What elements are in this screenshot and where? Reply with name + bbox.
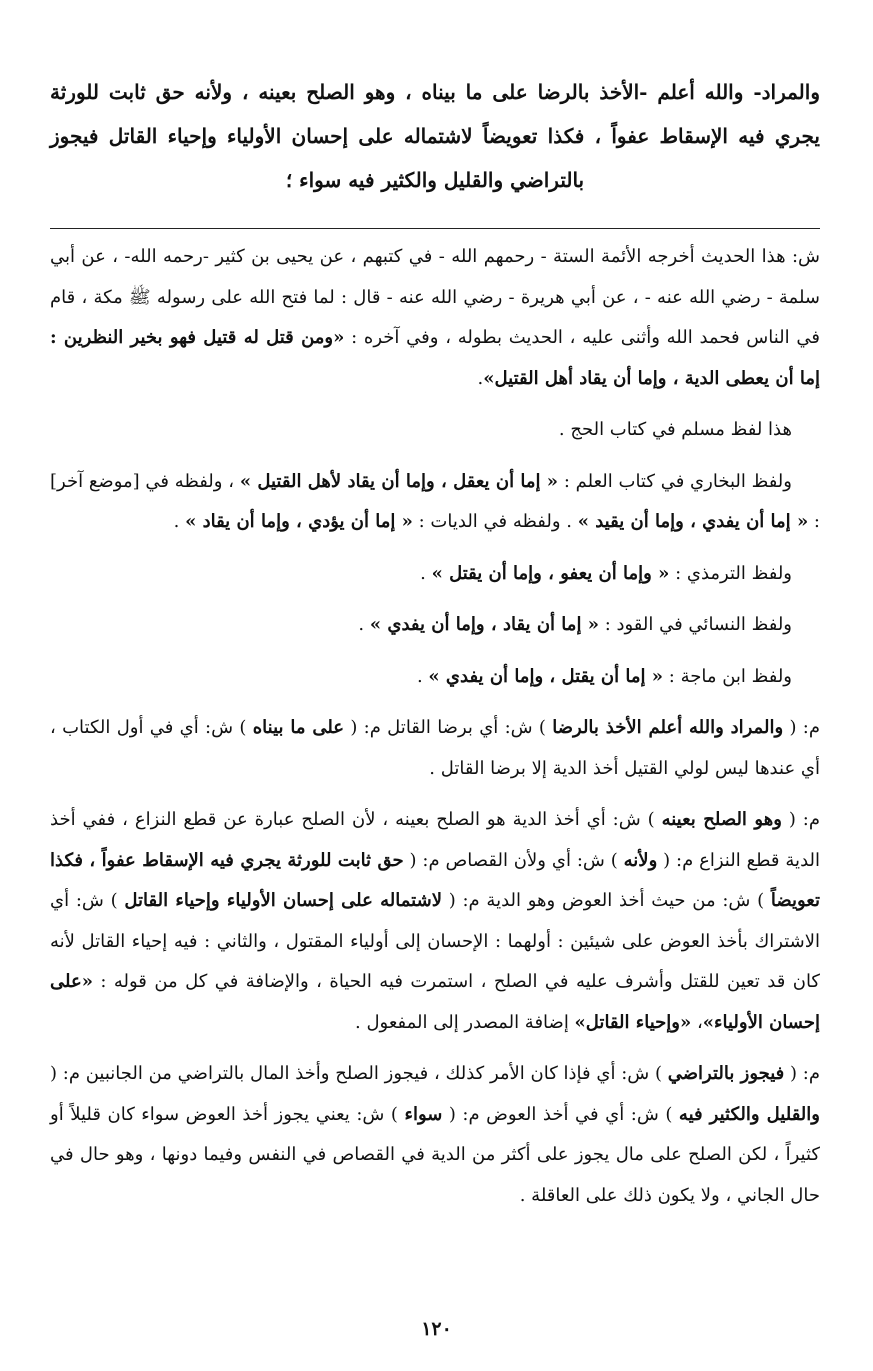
commentary-paragraph-5: ولفظ النسائي في القود : « إما أن يقاد ، وإما أن يفدي » . [358, 614, 792, 635]
commentary-paragraph-1: ش: هذا الحديث أخرجه الأئمة الستة - رحمهم الله - في كتبهم ، عن يحيى بن كثير -رحمه الله- ، عن أبي سلمة - رضي الله عنه - ، عن أبي هريرة - رضي الله عنه - قال : لما فتح الله على رسوله ﷺ مكة ، قام في الناس فحمد الله وأثنى عليه ، الحديث بطوله ، وفي آخره : «ومن قتل له قتيل فهو بخير النظرين : إما أن يعطى الدية ، وإما أن يقاد أهل القتيل». [50, 246, 821, 389]
separator-line [50, 228, 820, 229]
commentary-paragraph-6: ولفظ ابن ماجة : « إما أن يقتل ، وإما أن يفدي » . [416, 665, 792, 687]
commentary [50, 237, 820, 1216]
page-number: ١٢٠ [421, 1318, 452, 1340]
commentary-paragraph-7: م: ( والمراد والله أعلم الأخذ بالرضا ) ش: أي برضا القاتل م: ( على ما بيناه ) ش: أي في أول الكتاب ، أي عندها ليس لولي القتيل أخذ الدية إلا برضا القاتل . [50, 717, 820, 779]
commentary-paragraph-9: م: ( فيجوز بالتراضي ) ش: أي فإذا كان الأمر كذلك ، فيجوز الصلح وأخذ المال بالتراضي من الجانبين م: ( والقليل والكثير فيه ) ش: أي في أخذ العوض م: ( سواء ) ش: يعني يجوز أخذ العوض سواء كان قليلاً أو كثيراً ، لكن الصلح على مال يجوز على أكثر من الدية في القصاص في النفس وفيما دونها ، وهو حال في حال الجاني ، ولا يكون ذلك على العاقلة . [50, 1063, 820, 1206]
matn-text: والمراد- والله أعلم -الأخذ بالرضا على ما بيناه ، وهو الصلح بعينه ، ولأنه حق ثابت للورثة يجري فيه الإسقاط عفواً ، فكذا تعويضاً لاشتماله على إحسان الأولياء وإحياء القاتل فيجوز بالتراضي والقليل والكثير فيه سواء ؛ [50, 80, 820, 192]
commentary-paragraph-2: هذا لفظ مسلم في كتاب الحج . [558, 419, 792, 440]
page-body [50, 70, 820, 1227]
commentary-paragraph-8: م: ( وهو الصلح بعينه ) ش: أي أخذ الدية هو الصلح بعينه ، لأن الصلح عبارة عن قطع النزاع ، ففي أخذ الدية قطع النزاع م: ( ولأنه ) ش: أي ولأن القصاص م: ( حق ثابت للورثة يجري فيه الإسقاط عفواً ، فكذا تعويضاً ) ش: من حيث أخذ العوض وهو الدية م: ( لاشتماله على إحسان الأولياء وإحياء القاتل ) ش: أي الاشتراك بأخذ العوض على شيئين : أولهما : الإحسان إلى أولياء المقتول ، والثاني : فيه إحياء القاتل لأنه كان قد تعين للقتل وأشرف عليه في الصلح ، استمرت فيه الحياة ، والإضافة في كل من قوله : «على إحسان الأولياء»، «وإحياء القاتل» إضافة المصدر إلى المفعول . [50, 809, 820, 1033]
commentary-paragraph-4: ولفظ الترمذي : « وإما أن يعفو ، وإما أن يقتل » . [420, 562, 792, 584]
commentary-paragraph-3: ولفظ البخاري في كتاب العلم : « إما أن يعقل ، وإما أن يقاد لأهل القتيل » ، ولفظه في [موضع آخر] : « إما أن يفدي ، وإما أن يقيد » . ولفظه في الديات : « إما أن يؤدي ، وإما أن يقاد » . [50, 470, 820, 532]
